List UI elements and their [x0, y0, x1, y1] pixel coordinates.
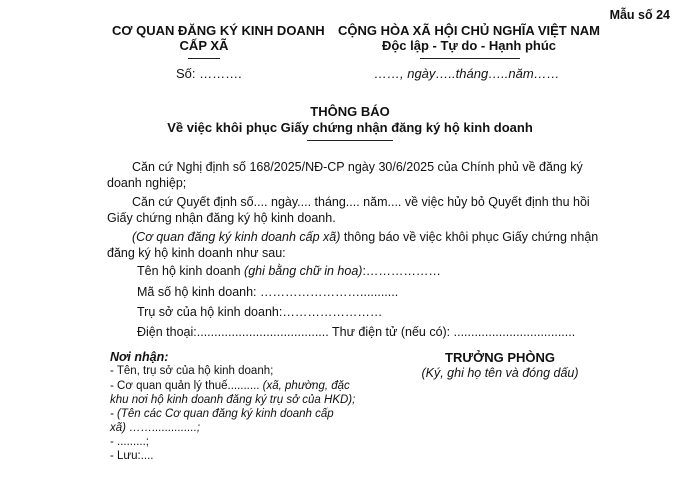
field-name-label: Tên hộ kinh doanh — [137, 264, 245, 278]
para1-line2: doanh nghiệp; — [107, 176, 187, 190]
field-business-name — [137, 264, 441, 278]
recipient-item-2-c: khu nơi hộ kinh doanh đăng ký trụ sở của HKD); — [110, 394, 356, 406]
para3-agency-italic: (Cơ quan đăng ký kinh doanh cấp xã) — [132, 230, 341, 244]
number-label: Số: — [176, 66, 196, 81]
recipient-item-4: - .........; — [110, 436, 149, 448]
date-line: ……, ngày…..tháng…..năm…… — [374, 66, 560, 81]
title-underline — [307, 140, 393, 141]
motto-underline — [420, 58, 520, 59]
para3-line2: đăng ký hộ kinh doanh như sau: — [107, 246, 286, 260]
para1-line1: Căn cứ Nghị định số 168/2025/NĐ-CP ngày 30/6/2025 của Chính phủ về đăng ký — [132, 160, 583, 174]
document-number — [176, 66, 242, 81]
recipient-item-2-a: - Cơ quan quản lý thuế.......... — [110, 380, 263, 392]
recipients-title: Nơi nhận: — [110, 350, 169, 364]
motto: Độc lập - Tự do - Hạnh phúc — [381, 38, 557, 53]
agency-name: CƠ QUAN ĐĂNG KÝ KINH DOANH — [112, 23, 325, 38]
field-business-code: Mã số hộ kinh doanh: ……………………........... — [137, 285, 399, 299]
form-number: Mẫu số 24 — [609, 8, 670, 22]
recipient-item-3-b: xã) ……..............; — [110, 422, 201, 434]
agency-level: CẤP XÃ — [179, 38, 229, 53]
number-value: ………. — [199, 66, 242, 81]
field-phone-email: Điện thoại:...................................... Thư điện tử (nếu có): ................................... — [137, 325, 576, 339]
para2-line1: Căn cứ Quyết định số.... ngày.... tháng.... năm.... về việc hủy bỏ Quyết định thu hồi — [132, 195, 590, 209]
recipient-item-2-b: (xã, phường, đặc — [262, 380, 350, 392]
para3-rest: thông báo về việc khôi phục Giấy chứng nhận — [340, 230, 599, 244]
para3-line1 — [132, 230, 598, 244]
field-name-note: (ghi bằng chữ in hoa) — [244, 264, 363, 278]
country-name: CỘNG HÒA XÃ HỘI CHỦ NGHĨA VIỆT NAM — [338, 23, 600, 38]
para2-line2: Giấy chứng nhận đăng ký hộ kinh doanh. — [107, 211, 336, 225]
document-title: THÔNG BÁO — [310, 104, 390, 119]
signature-note: (Ký, ghi họ tên và đóng dấu) — [421, 366, 579, 380]
signature-title: TRƯỞNG PHÒNG — [445, 350, 555, 365]
recipient-item-5: - Lưu:.... — [110, 450, 154, 462]
field-business-office: Trụ sở của hộ kinh doanh:…………………… — [137, 305, 383, 319]
document-subtitle: Về việc khôi phục Giấy chứng nhận đăng ký hộ kinh doanh — [167, 120, 533, 135]
field-name-dots: :……………… — [362, 264, 441, 278]
recipient-item-2 — [110, 380, 350, 392]
agency-underline — [188, 58, 220, 59]
recipient-item-1: - Tên, trụ sở của hộ kinh doanh; — [110, 365, 274, 377]
recipient-item-3-a: - (Tên các Cơ quan đăng ký kinh doanh cấp — [110, 408, 334, 420]
